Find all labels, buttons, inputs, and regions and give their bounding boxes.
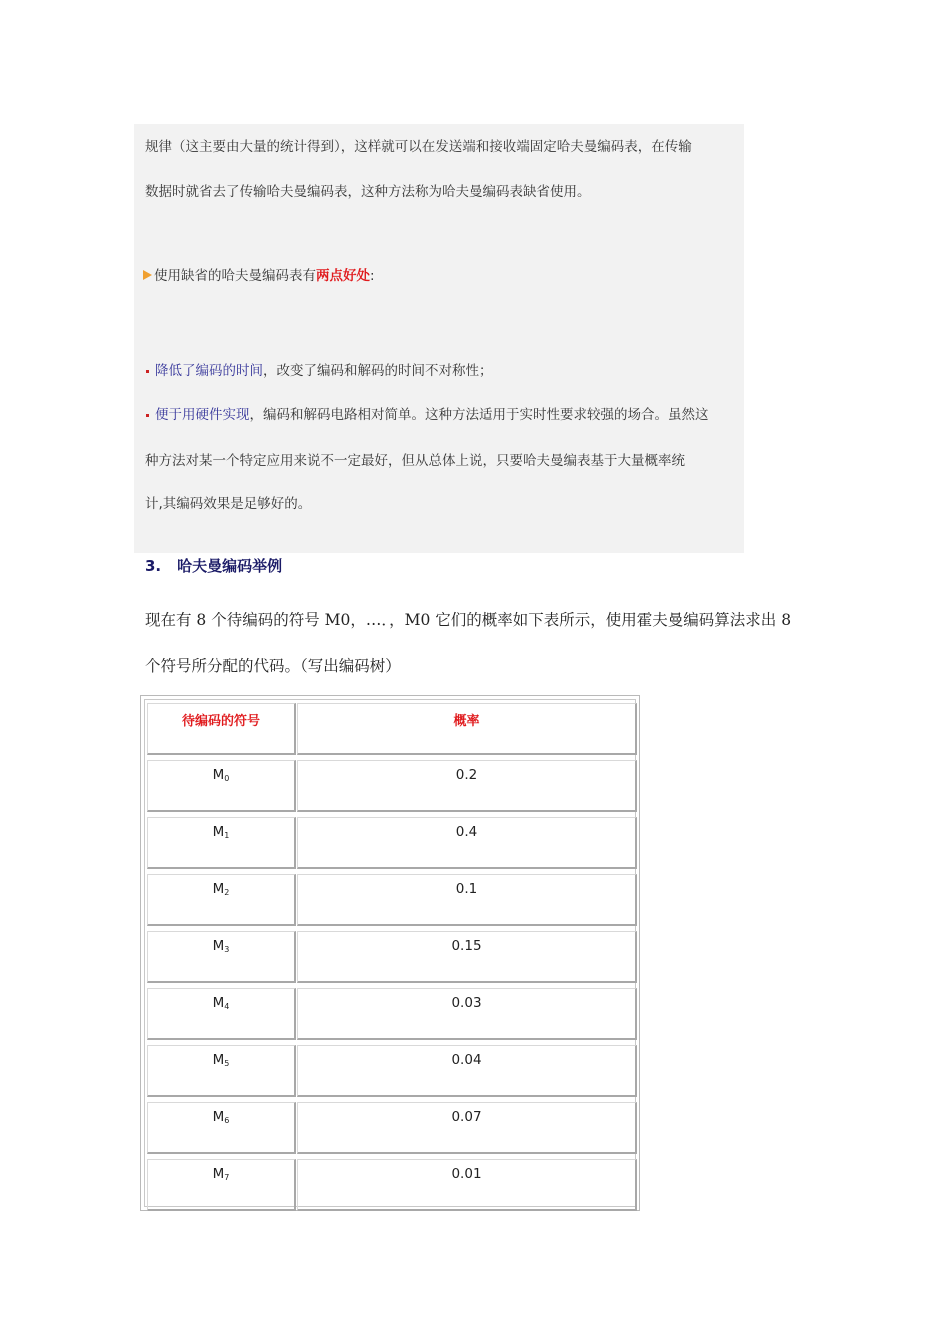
table-row	[145, 928, 635, 985]
symbol-subscript: 0	[224, 774, 230, 783]
symbol-letter: M	[212, 767, 225, 783]
section-title: 哈夫曼编码举例	[177, 557, 283, 575]
orange-triangle-bullet-icon	[143, 270, 152, 280]
table-row	[145, 814, 635, 871]
symbol-letter: M	[212, 1052, 225, 1068]
probability-cell: 0.1	[297, 874, 637, 926]
point1-rest: ，改变了编码和解码的时间不对称性；	[263, 363, 493, 379]
table-row	[145, 1099, 635, 1156]
point2-line-2: 种方法对某一个特定应用来说不一定最好，但从总体上说，只要哈夫曼编表基于大量概率统	[145, 453, 685, 469]
table-row	[145, 985, 635, 1042]
symbol-subscript: 4	[224, 1002, 230, 1011]
symbol-cell	[147, 1159, 296, 1211]
section-number: 3.	[145, 557, 162, 575]
probability-cell: 0.01	[297, 1159, 637, 1211]
probability-cell: 0.07	[297, 1102, 637, 1154]
table-row	[145, 1156, 635, 1213]
benefits-suffix: :	[370, 268, 375, 284]
symbol-cell	[147, 931, 296, 983]
symbol-subscript: 6	[224, 1116, 230, 1125]
symbol-cell	[147, 1045, 296, 1097]
symbol-letter: M	[212, 881, 225, 897]
symbol-cell	[147, 988, 296, 1040]
symbol-cell	[147, 817, 296, 869]
point1-highlight: 降低了编码的时间	[155, 363, 263, 379]
probability-table	[140, 695, 640, 1211]
intro-line-1: 规律（这主要由大量的统计得到），这样就可以在发送端和接收端固定哈夫曼编码表，在传输	[145, 139, 692, 155]
benefits-intro	[154, 266, 375, 286]
intro-line-2: 数据时就省去了传输哈夫曼编码表，这种方法称为哈夫曼编码表缺省使用。	[145, 184, 591, 200]
symbol-subscript: 2	[224, 888, 230, 897]
symbol-subscript: 7	[224, 1173, 230, 1182]
symbol-subscript: 1	[224, 831, 230, 840]
benefits-prefix: 使用缺省的哈夫曼编码表有	[154, 268, 316, 284]
header-symbol: 待编码的符号	[147, 703, 296, 755]
symbol-subscript: 5	[224, 1059, 230, 1068]
symbol-letter: M	[212, 1166, 225, 1182]
symbol-cell	[147, 760, 296, 812]
probability-cell: 0.2	[297, 760, 637, 812]
table-row	[145, 757, 635, 814]
benefit-point-1	[145, 361, 493, 381]
probability-cell: 0.15	[297, 931, 637, 983]
symbol-letter: M	[212, 995, 225, 1011]
symbol-cell	[147, 1102, 296, 1154]
problem-line-2: 个符号所分配的代码。（写出编码树）	[145, 657, 401, 675]
table-header-row	[145, 700, 635, 757]
probability-cell: 0.03	[297, 988, 637, 1040]
probability-cell: 0.04	[297, 1045, 637, 1097]
symbol-subscript: 3	[224, 945, 230, 954]
section-heading	[145, 556, 282, 576]
table-row	[145, 1042, 635, 1099]
symbol-letter: M	[212, 1109, 225, 1125]
point2-line-3: 计,其编码效果是足够好的。	[145, 496, 312, 512]
table-body	[144, 699, 636, 1207]
square-bullet-icon	[146, 370, 149, 373]
table-row	[145, 871, 635, 928]
symbol-letter: M	[212, 938, 225, 954]
point2-rest: ，编码和解码电路相对简单。这种方法适用于实时性要求较强的场合。虽然这	[249, 407, 709, 423]
symbol-letter: M	[212, 824, 225, 840]
probability-cell: 0.4	[297, 817, 637, 869]
benefit-point-2	[145, 405, 709, 425]
square-bullet-icon	[146, 414, 149, 417]
problem-line-1: 现在有 8 个待编码的符号 M0，…．，M0 它们的概率如下表所示，使用霍夫曼编码算法求出 8	[145, 611, 792, 629]
point2-highlight: 便于用硬件实现	[155, 407, 250, 423]
symbol-cell	[147, 874, 296, 926]
header-probability: 概率	[297, 703, 637, 755]
benefits-highlight: 两点好处	[316, 268, 370, 284]
